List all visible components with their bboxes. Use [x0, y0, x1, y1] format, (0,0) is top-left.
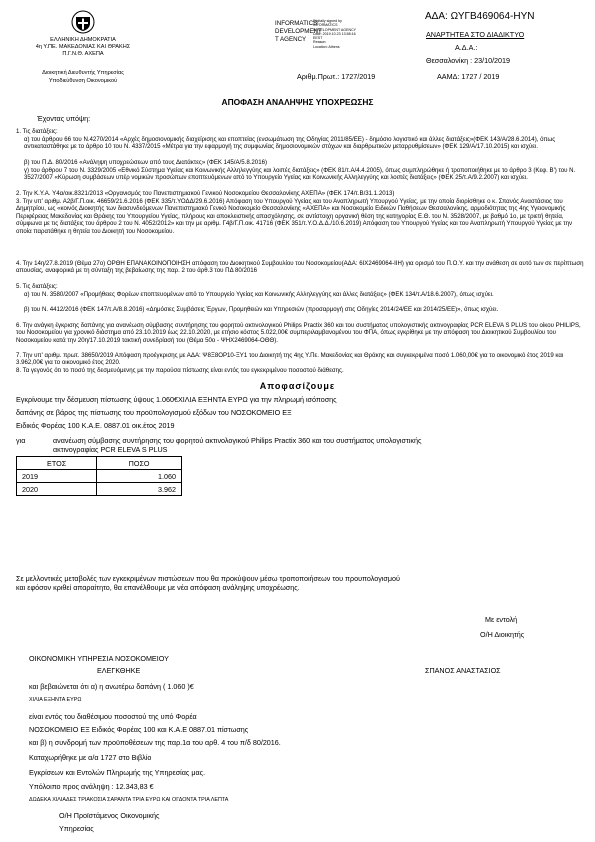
purpose-label: για	[16, 436, 26, 445]
approve-line-1: Εγκρίνουμε την δέσμευση πίστωσης ύψους 1.060€ΧΙΛΙΑ ΕΞΗΝΤΑ ΕΥΡΩ για την πληρωμή ισόποσης	[16, 395, 337, 404]
agency-logo-line-1: INFORMATICS	[275, 20, 318, 27]
consideration-6: 6. Την ανάγκη έγκρισης δαπάνης για ανανέωση σύμβασης συντήρησης του φορητού ακτινολογικού Philips Practix 360 και του συστήματος υπολογιστικής ακτινογραφίας PCR ELEVA S PLUS του οίκου PHILIPS, του Νοσοκομείου για χρονικό διάστημα από 23.10.2019 έως 22.10.2020, με ετήσιο κόστος 5.022,00€ συμπεριλαμβανομένου του ΦΠΑ, όπως εγκρίθηκε με την απόφαση του Διοικητικού Συμβουλίου του Νοσοκομείου κατά την 20η/17.10.2019 τακτική συνεδρίασή του (Θέμα 50ο - ΨΗΧ2469064-ΟΘΘ).	[16, 322, 581, 344]
table-cell-year: 2019	[17, 470, 97, 483]
table-header-row	[17, 457, 182, 470]
certify-line-2: ΧΙΛΙΑ ΕΞΗΝΤΑ ΕΥΡΩ	[29, 697, 82, 703]
years-table	[16, 456, 182, 496]
posted-online: ΑΝΑΡΤΗΤΕΑ ΣΤΟ ΔΙΑΔΙΚΤΥΟ	[426, 30, 525, 39]
authority-line-3: Π.Γ.Ν.Θ. ΑΧΕΠΑ	[62, 51, 104, 57]
finance-service: ΟΙΚΟΝΟΜΙΚΗ ΥΠΗΡΕΣΙΑ ΝΟΣΟΚΟΜΕΙΟΥ	[29, 654, 169, 663]
table-header-amount: ΠΟΣΟ	[97, 457, 182, 470]
consideration-8: 8. Τα γεγονός ότι το ποσό της δεσμευόμενης με την παρούσα πίστωσης είναι εντός του εγκεκριμένου ποσοστού διάθεσης.	[16, 367, 344, 374]
consideration-2: 2. Την Κ.Υ.Α. Υ4α/οικ.8321/2013 «Οργανισμός του Πανεπιστημιακού Γενικού Νοσοκομείου Θεσσαλονίκης ΑΧΕΠΑ» (ΦΕΚ 174/τ.Β/31.1.2013)	[16, 190, 395, 197]
aamd-number: ΑΑΜΔ: 1727 / 2019	[437, 72, 500, 81]
consideration-1b: β) του Π.Δ. 80/2016 «Ανάληψη υποχρεώσεων από τους Διατάκτες» (ΦΕΚ 145/Α/5.8.2016)	[24, 159, 268, 166]
consideration-4: 4. Την 14η/27.8.2019 (Θέμα 27ο) ΟΡΘΗ ΕΠΑΝΑΚΟΙΝΟΠΟΙΗΣΗ απόφαση του Διοικητικού Συμβουλίου του Νοσοκομείου(ΑΔΑ: 6ΙΧ2469064-ΙΙΗ) για ορισμό του Π.Ο.Υ. και την ανάθεση σε αυτό των σε περίπτωση απουσίας, αναφορικά με τη σύνταξη της βεβαίωσης της παρ. 2 του άρθ.3 του ΠΔ 80/2016	[16, 260, 584, 275]
director-label: Ο/Η Διοικητής	[480, 630, 525, 639]
emblem-icon	[71, 10, 95, 34]
consideration-5: 5. Τις διατάξεις:	[16, 283, 58, 290]
date-place: Θεσσαλονίκη : 23/10/2019	[426, 56, 511, 65]
on-behalf: Με εντολή	[485, 615, 518, 624]
consideration-1c: γ) του άρθρου 7 του Ν. 3329/2005 «Εθνικό Σύστημα Υγείας και Κοινωνικής Αλληλεγγύης και λοιπές διατάξεις» (ΦΕΚ 81/τ.Α/4.4.2005), όπως συμπληρώθηκε ή τροποποιήθηκε με το άρθρο 3 (Κεφ. Β') του Ν. 3527/2007 «Κύρωση συμβάσεων υπέρ νομικών προσώπων εποπτευόμενων από το Υπουργείο Υγείας και Κοινωνικής Αλληλεγγύης και λοιπές διατάξεις» (ΦΕΚ 25/τ.Α/9.2.2007) και ισχύει.	[24, 167, 576, 182]
purpose-line-2: ακτινογραφίας PCR ELEVA S PLUS	[53, 445, 168, 454]
protocol-number: Αριθμ.Πρωτ.: 1727/2019	[297, 72, 376, 81]
remaining-amount-words: ΔΩΔΕΚΑ ΧΙΛΙΑΔΕΣ ΤΡΙΑΚΟΣΙΑ ΣΑΡΑΝΤΑ ΤΡΙΑ ΕΥΡΩ ΚΑΙ ΟΓΔΟΝΤΑ ΤΡΙΑ ΛΕΠΤΑ	[29, 797, 229, 803]
certify-line-1: και βεβαιώνεται ότι α) η ανωτέρω δαπάνη ( 1.060 )€	[29, 682, 194, 691]
table-cell-amount: 1.060	[97, 470, 182, 483]
consideration-3: 3. Την υπ' αριθμ. Α2β/Γ.Π.οικ. 46659/21.6.2016 (ΦΕΚ 335/τ.ΥΟΔΔ/29.6.2016) Απόφαση του Υπουργού Υγείας και του Αναπληρωτή Υπουργού Υγείας, με την οποία διορίσθηκε ο κ. Σπανός Αναστάσιος του Δημητρίου, ως «κοινός Διοικητής των διασυνδεόμενων Πανεπιστημιακό Γενικό Νοσοκομείο Θεσσαλονίκης «ΑΧΕΠΑ» και Νοσοκομείο Ειδικών Παθήσεων Θεσσαλονίκης, αρμοδιότητας της 4ης Υγειονομικής Περιφέρειας Μακεδονίας και Θράκης του Υπουργείου Υγείας, πλήρους και αποκλειστικής απασχόλησης, σε αντίστοιχη οργανική θέση της κατηγορίας Ε.Θ. του Ν. 3528/2007, με βαθμό 1ο, με τριετή θητεία, σύμφωνα με τις διατάξεις του άρθρου 2 του Ν. 4052/2012» και την με αριθμ. Γ4β/Γ.Π.οικ. 41716 (ΦΕΚ 351/τ.Υ.Ο.Δ.Δ./10.6.2019) Απόφαση του Υπουργού Υγείας και του Αναπληρωτή Υπουργού Υγείας με την οποία παρατάθηκε η θητεία του Διοικητή του Νοσοκομείου.	[16, 198, 573, 235]
certify-line-7: Εγκρίσεων και Εντολών Πληρωμής της Υπηρεσίας μας.	[29, 768, 206, 777]
having-regard: Έχοντας υπόψη:	[37, 114, 91, 123]
table-row	[17, 483, 182, 496]
head-of-finance-1: Ο/Η Προϊστάμενος Οικονομικής	[59, 811, 160, 820]
certify-line-6: Καταχωρήθηκε με α/α 1727 στο Βιβλίο	[29, 753, 152, 762]
note-line-2: και εφόσον κριθεί απαραίτητο, θα επανέλθουμε με νέα απόφαση ανάληψης υποχρέωσης.	[16, 583, 300, 592]
head-of-finance-2: Υπηρεσίας	[59, 824, 94, 833]
signature-details: Digitally signed by INFORMATICS DEVELOPMENT AGENCY Date: 2019.10.23 13:58:16 EEST Reason: Location: Athens	[313, 19, 357, 49]
certify-line-5: και β) η συνδρομή των προϋποθέσεων της παρ.1α του αρθ. 4 του π/δ 80/2016.	[29, 738, 281, 747]
approve-line-3: Ειδικός Φορέας 100 Κ.Α.Ε. 0887.01 οικ.έτος 2019	[16, 421, 175, 430]
consideration-1a: α) του άρθρου 66 του Ν.4270/2014 «Αρχές δημοσιονομικής διαχείρισης και εποπτείας (ενσωμάτωση της Οδηγίας 2011/85/ΕΕ) - δημόσιο λογιστικό και άλλες διατάξεις»(ΦΕΚ 143/Α/28.6.2014), όπως αντικαταστάθηκε με το άρθρο 10 του Ν. 4337/2015 «Μέτρα για την εφαρμογή της συμφωνίας δημοσιονομικών στόχων και διαρθρωτικών μεταρρυθμίσεων» (ΦΕΚ 129/Α/17.10.2015) και ισχύει.	[24, 136, 556, 151]
certify-line-4: ΝΟΣΟΚΟΜΕΙΟ ΕΞ Ειδικός Φορέας 100 και Κ.Α.Ε 0887.01 πίστωσης	[29, 725, 249, 734]
page-title: ΑΠΟΦΑΣΗ ΑΝΑΛΗΨΗΣ ΥΠΟΧΡΕΩΣΗΣ	[221, 97, 374, 107]
authority-line-1: ΕΛΛΗΝΙΚΗ ΔΗΜΟΚΡΑΤΙΑ	[50, 37, 116, 43]
decide-title: Αποφασίζουμε	[259, 381, 336, 391]
checked-label: ΕΛΕΓΚΘΗΚΕ	[97, 666, 141, 675]
remaining-amount: Υπόλοιπο προς ανάληψη : 12.343,83 €	[29, 782, 154, 791]
agency-logo-line-3: T AGENCY	[275, 36, 307, 43]
department-line-1: Διοικητική Διευθυντής Υπηρεσίας	[42, 70, 124, 76]
authority-line-2: 4η Υ.ΠΕ. ΜΑΚΕΔΟΝΙΑΣ ΚΑΙ ΘΡΑΚΗΣ	[35, 44, 131, 50]
ada-code: ΑΔΑ: ΩΥΓΒ469064-ΗΥΝ	[425, 11, 535, 22]
purpose-line-1: ανανέωση σύμβασης συντήρησης του φορητού ακτινολογικού Philips Practix 360 και του συστήματος υπολογιστικής	[53, 436, 422, 445]
certify-line-3: είναι εντός του διαθέσιμου ποσοστού της υπό Φορέα	[29, 712, 197, 721]
table-row	[17, 470, 182, 483]
consideration-1: 1. Τις διατάξεις:	[16, 128, 58, 135]
consideration-5a: α) του Ν. 3580/2007 «Προμήθειες Φορέων εποπτευομένων από το Υπουργείο Υγείας και Κοινωνικής Αλληλεγγύης και άλλες διατάξεις» (ΦΕΚ 134/τ.Α/18.6.2007), όπως ισχύει.	[24, 291, 494, 298]
table-cell-amount: 3.962	[97, 483, 182, 496]
department-line-2: Υποδιεύθυνση Οικονομικού	[48, 78, 118, 84]
ada-label: Α.Δ.Α.:	[455, 43, 478, 52]
note-line-1: Σε μελλοντικές μεταβολές των εγκεκριμένων πιστώσεων που θα προκύψουν μέσω τροποποιήσεων του προυπολογισμού	[16, 574, 400, 583]
table-header-year: ΕΤΟΣ	[17, 457, 97, 470]
signer-name: ΣΠΑΝΟΣ ΑΝΑΣΤΑΣΙΟΣ	[425, 666, 501, 675]
approve-line-2: δαπάνης σε βάρος της πίστωσης του προϋπολογισμού εξόδων του ΝΟΣΟΚΟΜΕΙΟ ΕΞ	[16, 408, 292, 417]
consideration-5b: β) του Ν. 4412/2016 (ΦΕΚ 147/τ.Α/8.8.2016) «Δημόσιες Συμβάσεις Έργων, Προμηθειών και Υπηρεσιών (προσαρμογή στις Οδηγίες 2014/24/ΕΕ και 2014/25/ΕΕ)», όπως ισχύει.	[24, 306, 499, 313]
agency-logo-line-2: DEVELOPMENT	[275, 28, 322, 35]
table-cell-year: 2020	[17, 483, 97, 496]
consideration-7: 7. Την υπ' αριθμ. πρωτ. 38650/2019 Απόφαση προέγκρισης με ΑΔΑ: Ψ8Ξ8ΟΡ10-ΞΥ1 του Διοικητή της 4ης Υ.Πε. Μακεδονίας και Θράκης και συγκεκριμένα ποσό 1.060,00€ για το οικονομικό έτος 2019 και 3.962,00€ για το οικονομικό έτος 2020.	[16, 352, 564, 367]
